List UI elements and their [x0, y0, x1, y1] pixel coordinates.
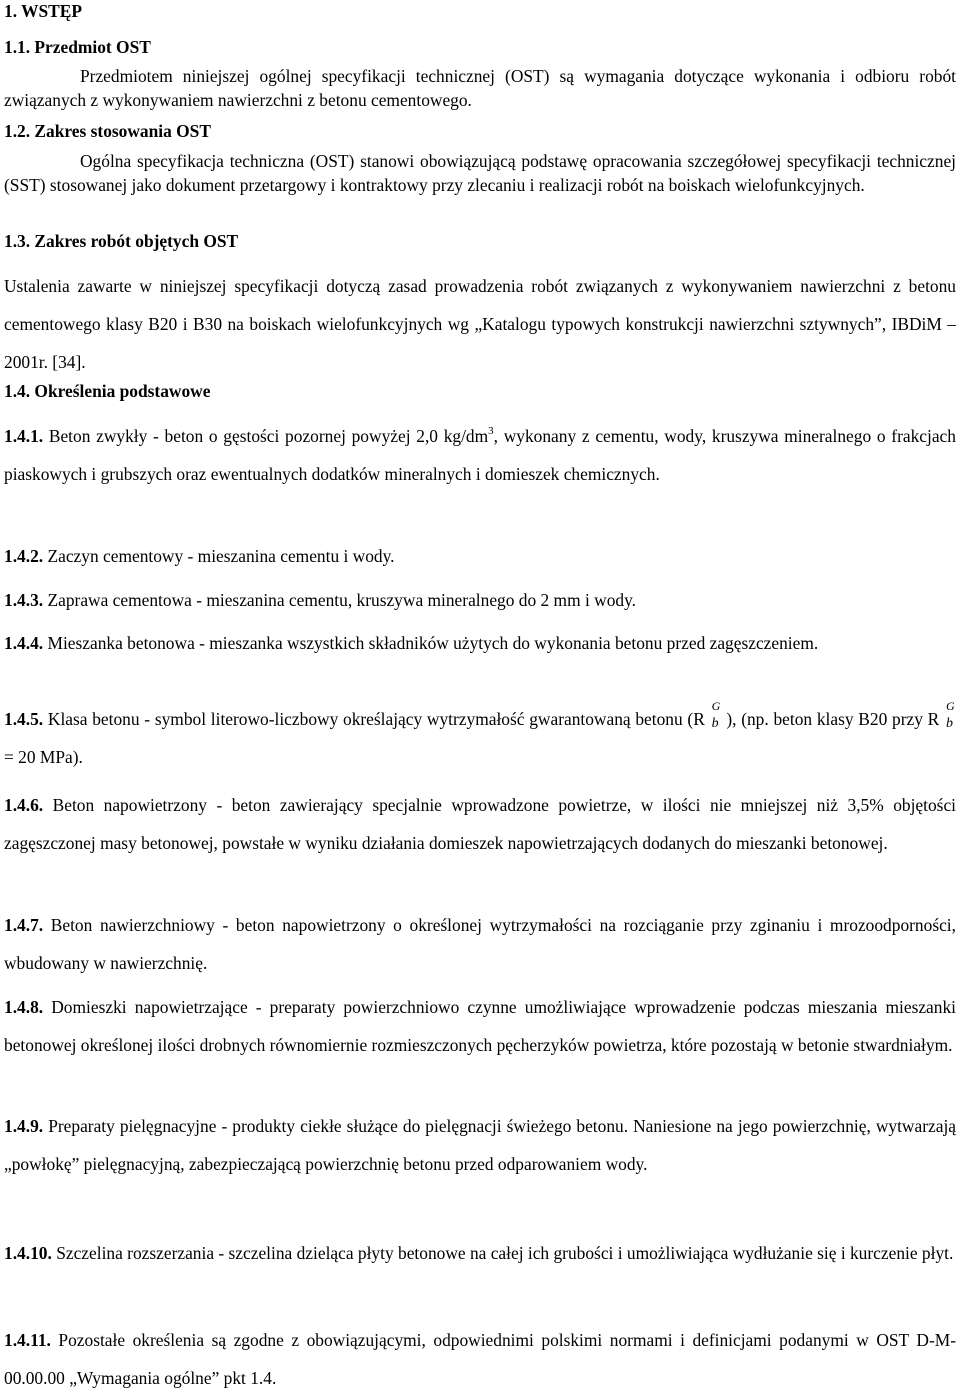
definition-text: Klasa betonu - symbol literowo-liczbowy określający wytrzymałość gwarantowaną betonu (R [47, 709, 705, 729]
definition-text: Szczelina rozszerzania - szczelina dzieląca płyty betonowe na całej ich grubości i umożliwiająca wydłużanie się i kurczenie płyt. [56, 1243, 954, 1263]
definition-1-4-10 [4, 1234, 956, 1272]
definition-number: 1.4.4. [4, 633, 44, 653]
section-1-3-text: Ustalenia zawarte w niniejszej specyfikacji dotyczą zasad prowadzenia robót związanych z wykonywaniem nawierzchni z betonu cementowego klasy B20 i B30 na boiskach wielofunkcyjnych wg „Katalogu typowych konstrukcji nawierzchni sztywnych”, IBDiM – 2001r. [34]. [4, 276, 956, 372]
definition-text: Mieszanka betonowa - mieszanka wszystkich składników użytych do wykonania betonu przed zagęszczeniem. [47, 633, 819, 653]
definition-number: 1.4.2. [4, 546, 44, 566]
section-1-1-text: Przedmiotem niniejszej ogólnej specyfikacji technicznej (OST) są wymagania dotyczące wykonania i odbioru robót związanych z wykonywaniem nawierzchni z betonu cementowego. [4, 66, 956, 110]
chapter-heading: 1. WSTĘP [4, 1, 82, 21]
definition-1-4-5 [4, 700, 956, 776]
definition-1-4-9 [4, 1107, 956, 1183]
definition-number: 1.4.6. [4, 795, 44, 815]
definition-1-4-4 [4, 624, 956, 662]
definition-text-continued: ), (np. beton klasy B20 przy R [726, 709, 940, 729]
definition-1-4-11 [4, 1321, 956, 1397]
superscript: 3 [488, 425, 494, 438]
definition-text-end: = 20 MPa). [4, 747, 83, 767]
definition-text: Pozostałe określenia są zgodne z obowiązującymi, odpowiednimi polskimi normami i definicjami podanymi w OST D-M-00.00.00 „Wymagania ogólne” pkt 1.4. [4, 1330, 956, 1388]
definition-number: 1.4.3. [4, 590, 44, 610]
definition-number: 1.4.8. [4, 997, 44, 1017]
definition-1-4-6 [4, 786, 956, 862]
definition-number: 1.4.7. [4, 915, 44, 935]
definition-text: Zaprawa cementowa - mieszanina cementu, kruszywa mineralnego do 2 mm i wody. [47, 590, 636, 610]
definition-text: Beton zwykły - beton o gęstości pozornej powyżej 2,0 kg/dm [48, 426, 489, 446]
definition-1-4-1 [4, 417, 956, 493]
section-heading-1-3: 1.3. Zakres robót objętych OST [4, 231, 239, 251]
strength-symbol: G b [711, 699, 721, 731]
definition-1-4-2 [4, 537, 956, 575]
definition-text: Beton nawierzchniowy - beton napowietrzony o określonej wytrzymałości na rozciąganie przy zginaniu i mrozoodporności, wbudowany w nawierzchnię. [4, 915, 956, 973]
section-heading-1-2: 1.2. Zakres stosowania OST [4, 121, 211, 141]
definition-1-4-7 [4, 906, 956, 982]
definition-text: Beton napowietrzony - beton zawierający specjalnie wprowadzone powietrze, w ilości nie mniejszej niż 3,5% objętości zagęszczonej masy betonowej, powstałe w wyniku działania domieszek napowietrzających dodanych do mieszanki betonowej. [4, 795, 956, 853]
definition-number: 1.4.10. [4, 1243, 52, 1263]
definition-text: Zaczyn cementowy - mieszanina cementu i wody. [47, 546, 395, 566]
section-1-2-text: Ogólna specyfikacja techniczna (OST) stanowi obowiązującą podstawę opracowania szczegółowej specyfikacji technicznej (SST) stosowanej jako dokument przetargowy i kontraktowy przy zlecaniu i realizacji robót na boiskach wielofunkcyjnych. [4, 151, 956, 195]
definition-text-continued: , wykonany z cementu, wody, kruszywa mineralnego o frakcjach piaskowych i grubszych oraz ewentualnych dodatków mineralnych i domieszek chemicznych. [4, 426, 956, 484]
definition-number: 1.4.11. [4, 1330, 51, 1350]
definition-number: 1.4.9. [4, 1116, 44, 1136]
definition-text: Domieszki napowietrzające - preparaty powierzchniowo czynne umożliwiające wprowadzenie podczas mieszania mieszanki betonowej określonej ilości drobnych równomiernie rozmieszczonych pęcherzyków powietrza, które pozostają w betonie stwardniałym. [4, 997, 956, 1055]
strength-symbol: G b [946, 699, 955, 731]
section-heading-1-4: 1.4. Określenia podstawowe [4, 381, 211, 401]
definition-number: 1.4.5. [4, 709, 44, 729]
definition-text: Preparaty pielęgnacyjne - produkty ciekłe służące do pielęgnacji świeżego betonu. Naniesione na jego powierzchnię, wytwarzają „powłokę” pielęgnacyjną, zabezpieczającą powierzchnię betonu przed odparowaniem wody. [4, 1116, 956, 1174]
definition-1-4-3 [4, 581, 956, 619]
definition-1-4-8 [4, 988, 956, 1064]
section-heading-1-1: 1.1. Przedmiot OST [4, 37, 151, 57]
definition-number: 1.4.1. [4, 426, 44, 446]
